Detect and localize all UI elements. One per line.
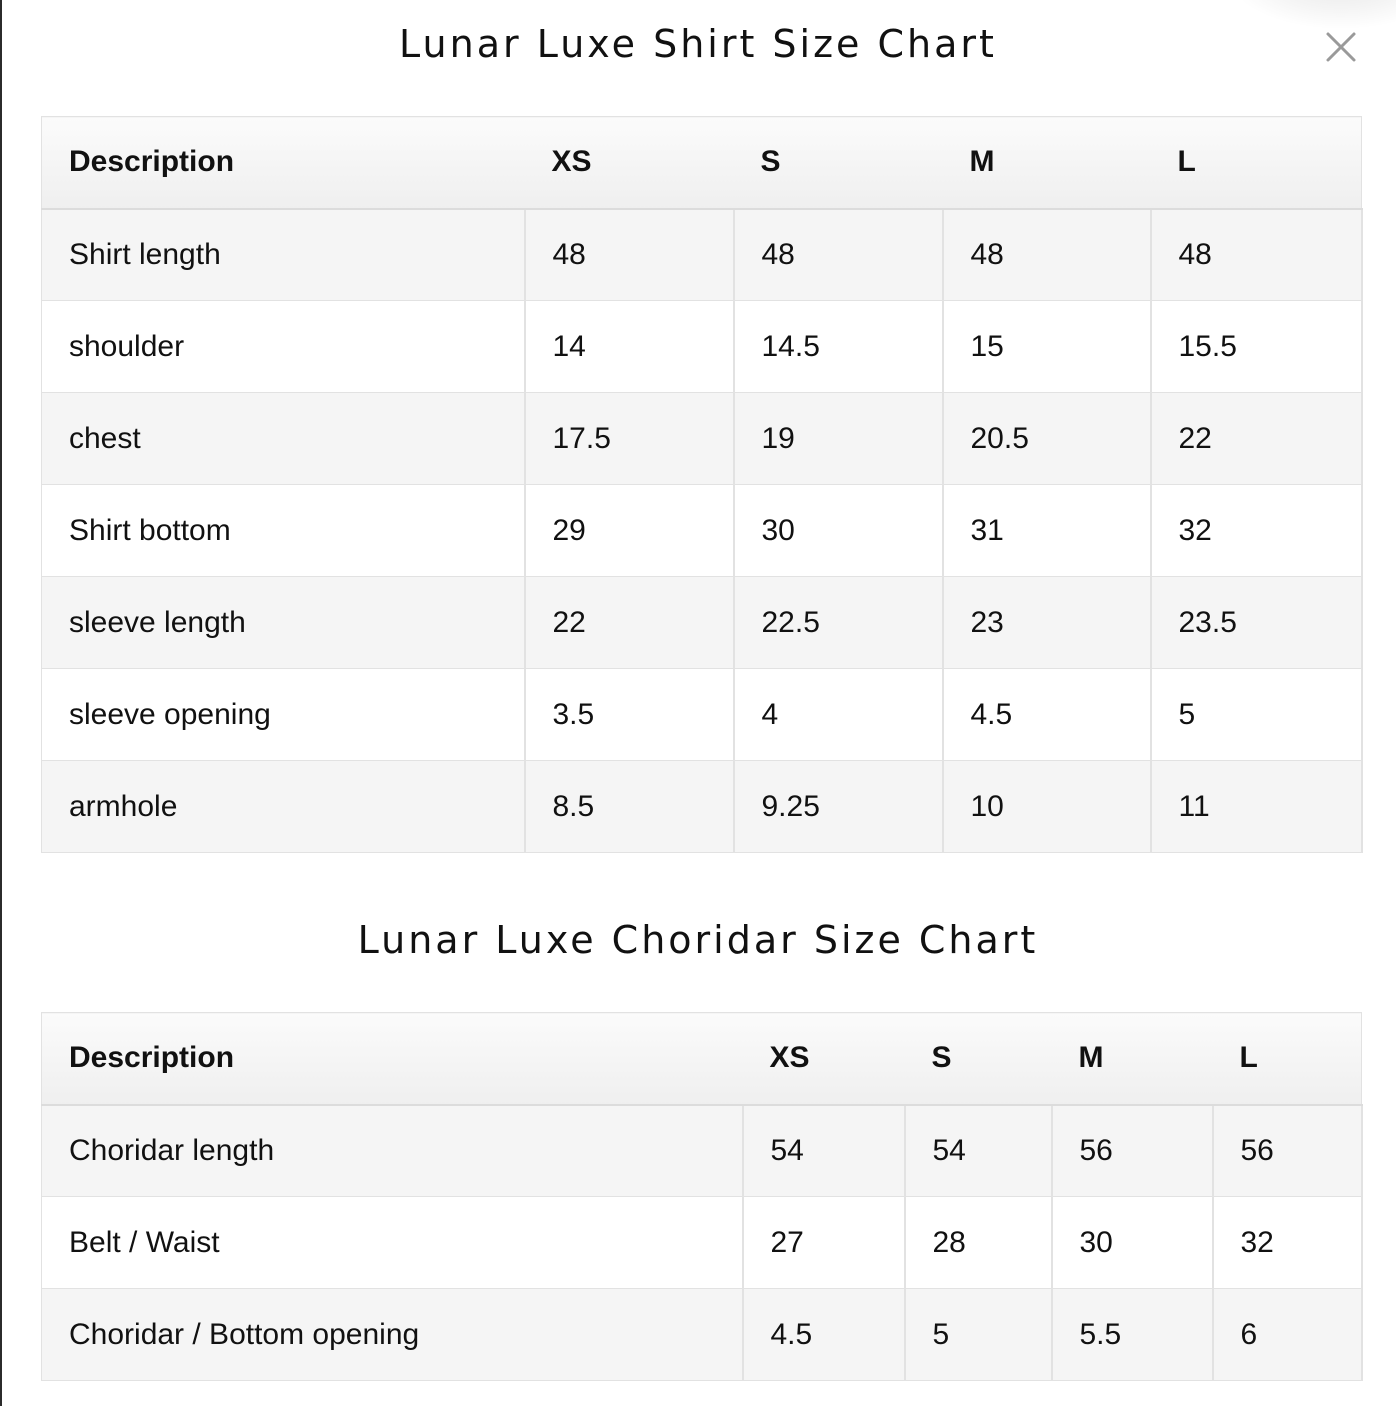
table-cell: 48	[734, 209, 943, 301]
table-row	[42, 577, 1362, 669]
shirt-size-table	[41, 116, 1363, 853]
table-row	[42, 485, 1362, 577]
row-label: sleeve opening	[42, 669, 525, 761]
column-header: XS	[525, 117, 734, 209]
row-label: Choridar / Bottom opening	[42, 1289, 743, 1381]
table-cell: 4	[734, 669, 943, 761]
table-cell: 19	[734, 393, 943, 485]
table-cell: 22	[1151, 393, 1362, 485]
table-cell: 31	[943, 485, 1151, 577]
table-cell: 20.5	[943, 393, 1151, 485]
table-cell: 5.5	[1052, 1289, 1213, 1381]
table-row	[42, 301, 1362, 393]
table-cell: 32	[1151, 485, 1362, 577]
row-label: Shirt length	[42, 209, 525, 301]
table-cell: 32	[1213, 1197, 1362, 1289]
table-cell: 4.5	[943, 669, 1151, 761]
table-header-row	[42, 117, 1362, 209]
column-header: XS	[743, 1013, 905, 1105]
table-row	[42, 1197, 1362, 1289]
row-label: Belt / Waist	[42, 1197, 743, 1289]
table-cell: 28	[905, 1197, 1052, 1289]
table-cell: 30	[734, 485, 943, 577]
table-row	[42, 1105, 1362, 1197]
table-cell: 22.5	[734, 577, 943, 669]
table-row	[42, 393, 1362, 485]
table-cell: 23.5	[1151, 577, 1362, 669]
table-cell: 15.5	[1151, 301, 1362, 393]
row-label: sleeve length	[42, 577, 525, 669]
table-cell: 5	[905, 1289, 1052, 1381]
column-header: S	[734, 117, 943, 209]
close-button[interactable]	[1322, 28, 1360, 66]
table-cell: 5	[1151, 669, 1362, 761]
column-header: L	[1213, 1013, 1362, 1105]
choridar-size-table	[41, 1012, 1363, 1381]
table-cell: 14	[525, 301, 734, 393]
table-cell: 3.5	[525, 669, 734, 761]
table-cell: 23	[943, 577, 1151, 669]
column-header: M	[1052, 1013, 1213, 1105]
table-row	[42, 209, 1362, 301]
table-cell: 6	[1213, 1289, 1362, 1381]
row-label: armhole	[42, 761, 525, 853]
table-cell: 54	[743, 1105, 905, 1197]
table-cell: 48	[1151, 209, 1362, 301]
row-label: shoulder	[42, 301, 525, 393]
table-cell: 27	[743, 1197, 905, 1289]
table-cell: 54	[905, 1105, 1052, 1197]
table-cell: 29	[525, 485, 734, 577]
table-cell: 48	[525, 209, 734, 301]
column-header: Description	[42, 1013, 743, 1105]
table-cell: 22	[525, 577, 734, 669]
table-cell: 15	[943, 301, 1151, 393]
table-cell: 48	[943, 209, 1151, 301]
shirt-chart-title: Lunar Luxe Shirt Size Chart	[399, 22, 997, 66]
table-header-row	[42, 1013, 1362, 1105]
close-x-icon	[1322, 28, 1360, 66]
table-cell: 30	[1052, 1197, 1213, 1289]
table-row	[42, 761, 1362, 853]
table-cell: 10	[943, 761, 1151, 853]
choridar-chart-title: Lunar Luxe Choridar Size Chart	[357, 918, 1039, 962]
table-row	[42, 1289, 1362, 1381]
table-cell: 14.5	[734, 301, 943, 393]
table-cell: 9.25	[734, 761, 943, 853]
table-cell: 56	[1052, 1105, 1213, 1197]
column-header: M	[943, 117, 1151, 209]
table-cell: 4.5	[743, 1289, 905, 1381]
table-cell: 17.5	[525, 393, 734, 485]
row-label: chest	[42, 393, 525, 485]
column-header: S	[905, 1013, 1052, 1105]
column-header: Description	[42, 117, 525, 209]
row-label: Choridar length	[42, 1105, 743, 1197]
row-label: Shirt bottom	[42, 485, 525, 577]
table-row	[42, 669, 1362, 761]
table-cell: 56	[1213, 1105, 1362, 1197]
window-left-edge	[0, 0, 2, 1406]
table-cell: 11	[1151, 761, 1362, 853]
column-header: L	[1151, 117, 1362, 209]
table-cell: 8.5	[525, 761, 734, 853]
